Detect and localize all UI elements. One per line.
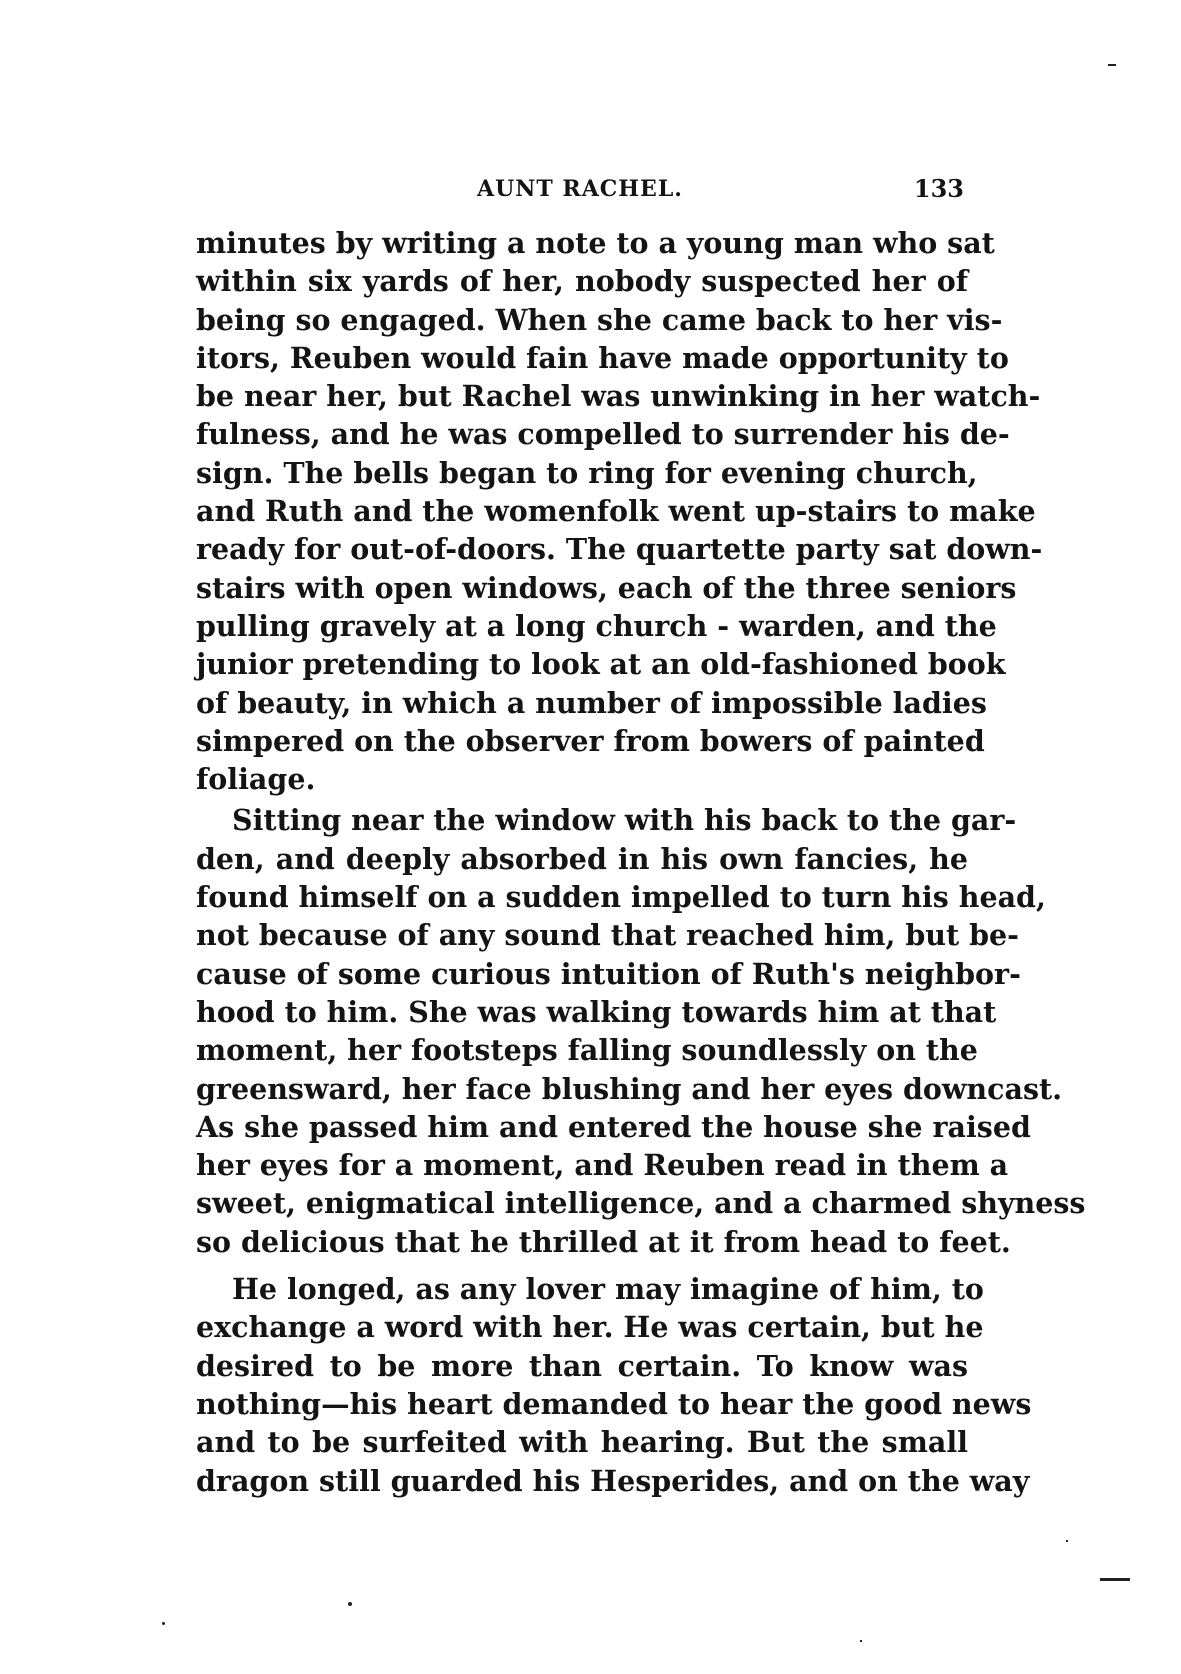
paragraph-3 bbox=[196, 1270, 1032, 1500]
text-line: moment, her footsteps falling soundlessly on the bbox=[196, 1033, 978, 1068]
text-line: within six yards of her, nobody suspected her of bbox=[196, 264, 968, 299]
page-number: 133 bbox=[913, 174, 964, 203]
text-line: found himself on a sudden impelled to turn his head, bbox=[196, 880, 1046, 915]
text-line: den, and deeply absorbed in his own fancies, he bbox=[196, 841, 968, 876]
text-line: foliage. bbox=[196, 762, 316, 797]
text-line: Sitting near the window with his back to the gar- bbox=[232, 803, 1017, 838]
text-line: simpered on the observer from bowers of painted bbox=[196, 723, 985, 758]
text-line: her eyes for a moment, and Reuben read in them a bbox=[196, 1148, 1009, 1183]
text-line: not because of any sound that reached him, but be- bbox=[196, 918, 1020, 953]
text-line: greensward, her face blushing and her eyes downcast. bbox=[196, 1071, 1063, 1106]
running-head bbox=[196, 172, 964, 206]
text-line: so delicious that he thrilled at it from head to feet. bbox=[196, 1224, 1011, 1259]
text-line: ready for out-of-doors. The quartette party sat down- bbox=[196, 532, 1043, 567]
text-line: hood to him. She was walking towards him at that bbox=[196, 994, 997, 1029]
text-line: He longed, as any lover may imagine of him, to bbox=[232, 1272, 984, 1307]
running-head-title: AUNT RACHEL. bbox=[477, 176, 683, 202]
text-line: and to be surfeited with hearing. But the small bbox=[196, 1425, 968, 1460]
text-line: nothing—his heart demanded to hear the good news bbox=[196, 1386, 1032, 1421]
scan-mark bbox=[348, 1602, 352, 1606]
text-line: minutes by writing a note to a young man who sat bbox=[196, 226, 995, 260]
paragraph-2 bbox=[196, 801, 1086, 1261]
paragraph-1 bbox=[196, 224, 1043, 798]
text-line: cause of some curious intuition of Ruth's neighbor- bbox=[196, 956, 1021, 991]
text-line: junior pretending to look at an old-fashioned book bbox=[196, 647, 1006, 682]
text-line: fulness, and he was compelled to surrender his de- bbox=[196, 417, 1010, 452]
scan-mark bbox=[1066, 1540, 1068, 1542]
text-line: be near her, but Rachel was unwinking in her watch- bbox=[196, 379, 1041, 414]
body-text bbox=[196, 224, 1086, 1500]
text-line: and Ruth and the womenfolk went up-stairs to make bbox=[196, 494, 1036, 529]
text-line: being so engaged. When she came back to her vis- bbox=[196, 302, 1003, 337]
text-line: of beauty, in which a number of impossible ladies bbox=[196, 685, 987, 720]
text-line: As she passed him and entered the house she raised bbox=[196, 1109, 1031, 1144]
text-line: dragon still guarded his Hesperides, and on the way bbox=[196, 1463, 1030, 1498]
text-line: exchange a word with her. He was certain, but he bbox=[196, 1310, 984, 1345]
scan-mark bbox=[860, 1640, 862, 1642]
text-line: sign. The bells began to ring for evening church, bbox=[196, 455, 978, 490]
scan-mark bbox=[1100, 1578, 1130, 1581]
scan-mark bbox=[162, 1622, 165, 1625]
text-line: stairs with open windows, each of the three seniors bbox=[196, 570, 1017, 605]
text-line: desired to be more than certain. To know was bbox=[196, 1348, 968, 1383]
text-line: itors, Reuben would fain have made opportunity to bbox=[196, 340, 1009, 375]
text-line: sweet, enigmatical intelligence, and a charmed shyness bbox=[196, 1186, 1086, 1221]
scan-mark bbox=[1108, 64, 1116, 66]
text-line: pulling gravely at a long church - warden, and the bbox=[196, 608, 997, 643]
